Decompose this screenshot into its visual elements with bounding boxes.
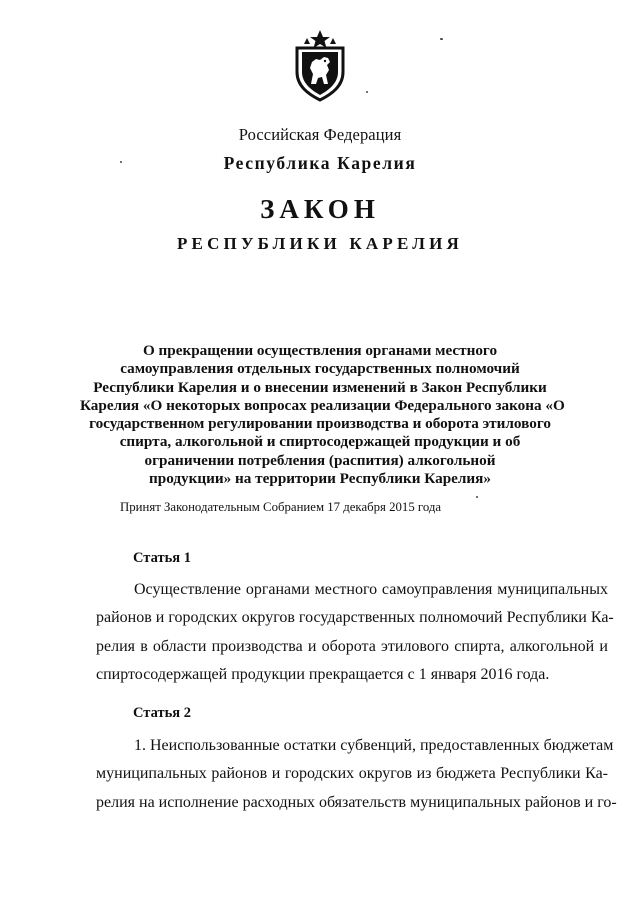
article-text-line: районов и городских округов государственных полномочий Республики Ка- <box>96 609 614 627</box>
document-type-title: ЗАКОН <box>260 194 380 224</box>
law-title-line: государственном регулировании производства и оборота этилового <box>89 415 551 433</box>
article-2-heading: Статья 2 <box>133 705 191 721</box>
article-1-heading: Статья 1 <box>133 550 191 566</box>
law-title-line: Республики Карелия и о внесении изменений в Закон Республики <box>93 378 547 396</box>
law-title-line: самоуправления отдельных государственных полномочий <box>120 360 520 378</box>
article-text-line: релия в области производства и оборота этилового спирта, алкогольной и <box>96 637 608 655</box>
article-text-line: муниципальных районов и городских округов из бюджета Республики Ка- <box>96 765 608 783</box>
law-title-line: Карелия «О некоторых вопросах реализации Федерального закона «О <box>80 396 565 414</box>
law-title <box>80 342 565 488</box>
law-title-line: О прекращении осуществления органами местного <box>142 342 498 359</box>
article-text-line: Осуществление органами местного самоуправления муниципальных <box>134 581 608 598</box>
document-type-subtitle: РЕСПУБЛИКИ КАРЕЛИЯ <box>176 234 464 253</box>
scan-speck <box>476 496 478 498</box>
article-text-line: 1. Неиспользованные остатки субвенций, предоставленных бюджетам <box>134 737 614 754</box>
scan-speck <box>366 91 368 93</box>
republic-name: Республика Карелия <box>223 153 417 173</box>
law-title-line: спирта, алкогольной и спиртосодержащей продукции и об <box>119 433 521 451</box>
article-1-text <box>96 576 614 689</box>
republic-of-karelia-coat-of-arms-icon <box>289 28 351 102</box>
adoption-note: Принят Законодательным Собранием 17 декабря 2015 года <box>120 500 442 514</box>
article-text-line: спиртосодержащей продукции прекращается с 1 января 2016 года. <box>96 665 550 683</box>
scan-speck <box>440 38 443 40</box>
country-name: Российская Федерация <box>238 125 402 144</box>
law-title-line: ограничении потребления (распития) алкогольной <box>144 451 496 469</box>
law-title-line: продукции» на территории Республики Карелия» <box>149 470 491 488</box>
article-text-line: релия на исполнение расходных обязательств муниципальных районов и го- <box>96 793 617 811</box>
article-2-text <box>96 732 617 817</box>
